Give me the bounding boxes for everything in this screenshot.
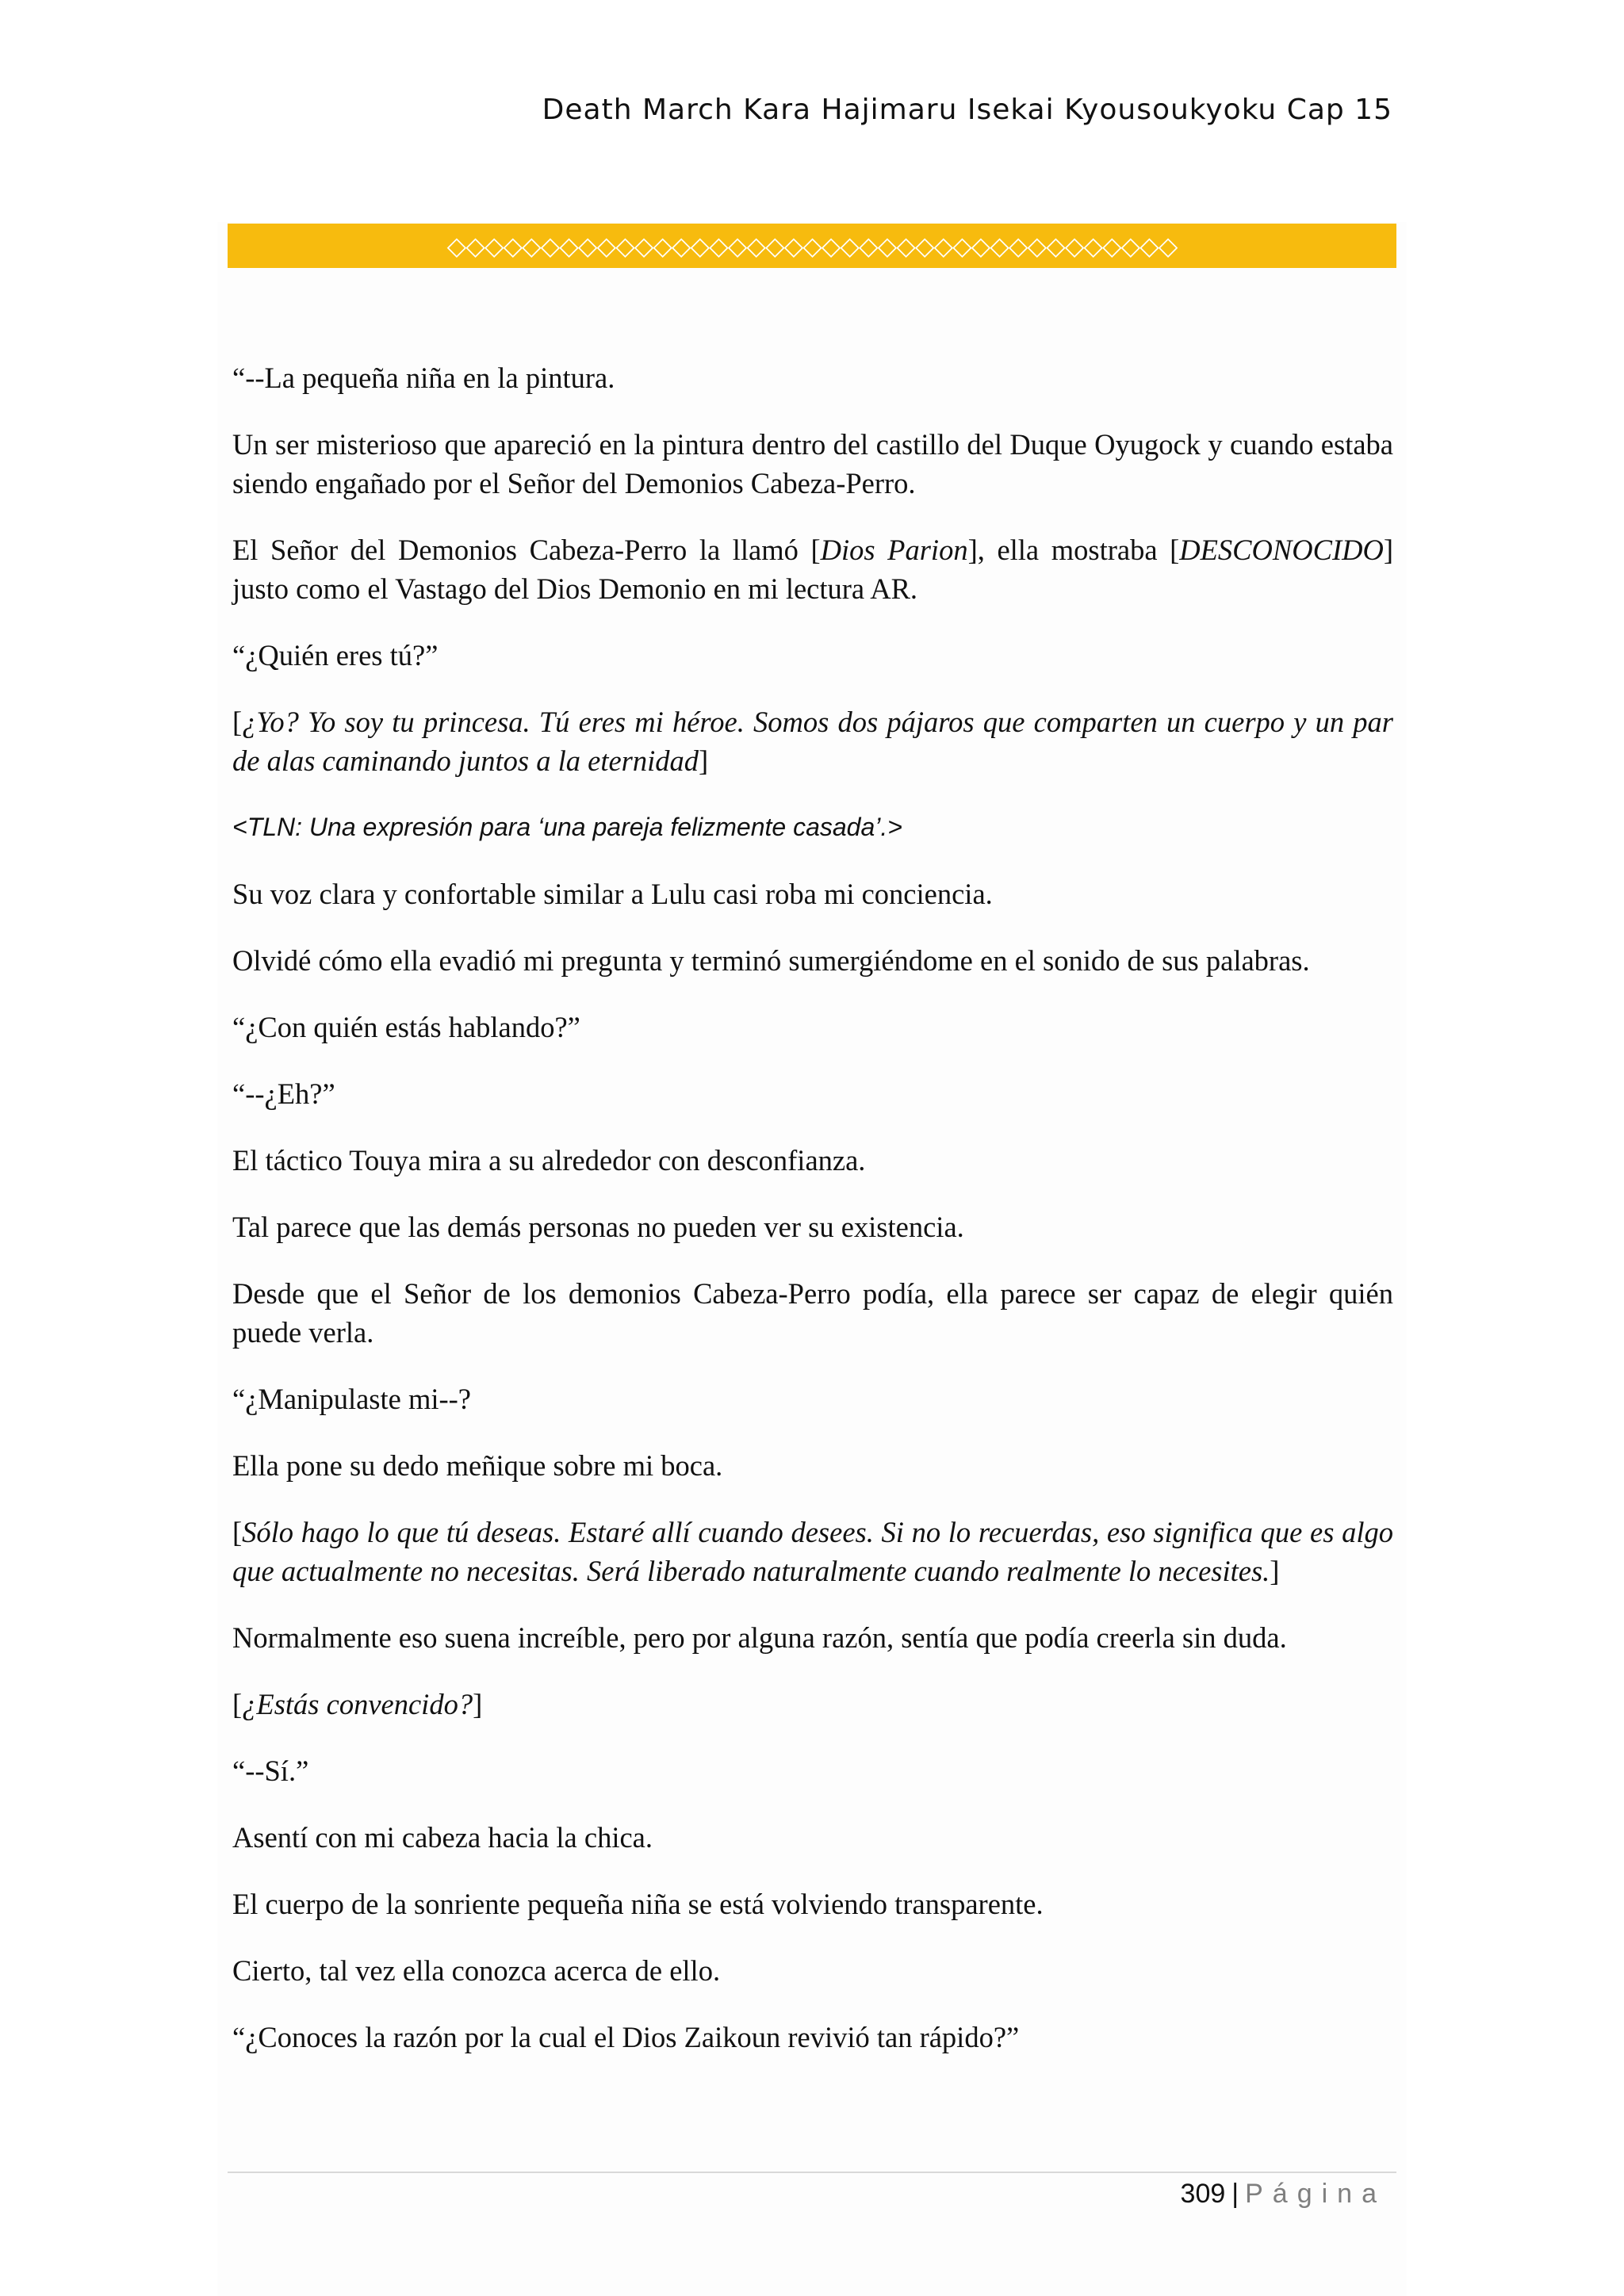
paragraph: “--¿Eh?” (232, 1077, 335, 1110)
paragraph: Cierto, tal vez ella conozca acerca de ello. (232, 1954, 721, 1987)
text-run: ] (1270, 1555, 1280, 1587)
text-run: ] (699, 744, 709, 777)
italic-run: ¿Estás convencido? (242, 1688, 473, 1720)
text-run: ] justo como el Vastago del Dios Demonio en mi lectura AR. (232, 534, 1393, 605)
paragraph: “¿Quién eres tú?” (232, 639, 439, 672)
paragraph (232, 702, 1393, 780)
paragraph: “--Sí.” (232, 1755, 309, 1787)
footer-divider (228, 2172, 1396, 2173)
paragraph: El cuerpo de la sonriente pequeña niña se está volviendo transparente. (232, 1888, 1044, 1920)
italic-run: Sólo hago lo que tú deseas. Estaré allí cuando desees. Si no lo recuerdas, eso significa que es algo que actualmente no necesitas. Será liberado naturalmente cuando realmente lo necesites. (232, 1516, 1393, 1587)
italic-run: DESCONOCIDO (1179, 534, 1384, 566)
paragraph: Desde que el Señor de los demonios Cabeza-Perro podía, ella parece ser capaz de elegir quién puede verla. (232, 1277, 1393, 1349)
paragraph: El táctico Touya mira a su alrededor con desconfianza. (232, 1144, 866, 1177)
paragraph: Su voz clara y confortable similar a Lulu casi roba mi conciencia. (232, 878, 993, 910)
chapter-body (232, 358, 1393, 2084)
paragraph: “¿Manipulaste mi--? (232, 1383, 472, 1415)
paragraph: “¿Conoces la razón por la cual el Dios Zaikoun revivió tan rápido?” (232, 2021, 1020, 2053)
italic-run: ¿Yo? Yo soy tu princesa. Tú eres mi héroe. Somos dos pájaros que comparten un cuerpo y un par de alas caminando juntos a la eternidad (232, 706, 1393, 777)
paragraph: Ella pone su dedo meñique sobre mi boca. (232, 1449, 723, 1482)
paragraph: Asentí con mi cabeza hacia la chica. (232, 1821, 653, 1854)
page-label: Página (1245, 2179, 1386, 2209)
translator-note: <TLN: Una expresión para ‘una pareja felizmente casada’.> (232, 813, 902, 841)
text-run: [ (232, 1516, 243, 1548)
decorative-diamond-banner: ◇◇◇◇◇◇◇◇◇◇◇◇◇◇◇◇◇◇◇◇◇◇◇◇◇◇◇◇◇◇◇◇◇◇◇◇◇◇◇ (228, 224, 1396, 268)
footer-separator: | (1231, 2179, 1239, 2209)
paragraph: “--La pequeña niña en la pintura. (232, 362, 615, 394)
paragraph: Normalmente eso suena increíble, pero por alguna razón, sentía que podía creerla sin duda. (232, 1621, 1287, 1654)
text-run: ] (473, 1688, 483, 1720)
paragraph: Un ser misterioso que apareció en la pintura dentro del castillo del Duque Oyugock y cuando estaba siendo engañado por el Señor del Demonios Cabeza-Perro. (232, 428, 1393, 499)
text-run: [ (232, 706, 243, 738)
text-run: [ (232, 1688, 243, 1720)
paragraph (232, 530, 1393, 608)
text-run: ], ella mostraba [ (967, 534, 1180, 566)
running-header: Death March Kara Hajimaru Isekai Kyousoukyoku Cap 15 (542, 94, 1392, 126)
paragraph: “¿Con quién estás hablando?” (232, 1011, 580, 1043)
italic-run: Dios Parion (820, 534, 968, 566)
paragraph (232, 1685, 1393, 1724)
page-footer (1181, 2179, 1386, 2210)
paragraph (232, 1513, 1393, 1590)
paragraph: Tal parece que las demás personas no pueden ver su existencia. (232, 1211, 964, 1243)
text-run: El Señor del Demonios Cabeza-Perro la llamó [ (232, 534, 821, 566)
paragraph: Olvidé cómo ella evadió mi pregunta y terminó sumergiéndome en el sonido de sus palabras. (232, 944, 1310, 977)
page-number: 309 (1180, 2179, 1226, 2209)
